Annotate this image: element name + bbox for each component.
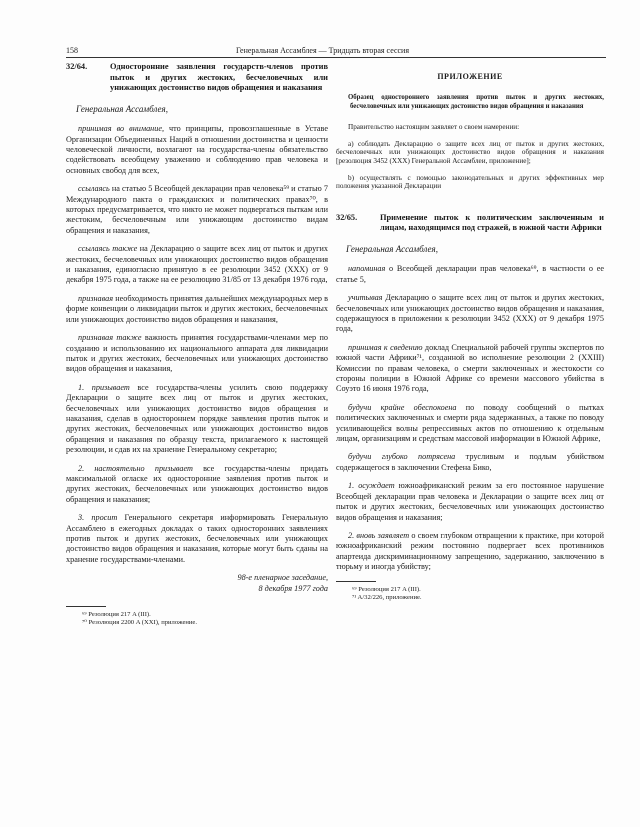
annex-paragraph: Правительство настоящим заявляет о своем намерении: xyxy=(348,123,520,132)
footnote-rule xyxy=(336,581,376,582)
preamble-paragraph: учитывая Декларацию о защите всех лиц от пыток и других жестоких, бесчеловечных или унижающих достоинство видов обращения и наказания, содержащуюся в приложении к резолюции 3452 (XXX) от 9 декабря 1975 года, xyxy=(336,293,604,334)
footnote-rule xyxy=(66,606,106,607)
running-title: Генеральная Ассамблея — Тридцать вторая сессия xyxy=(236,46,410,55)
annex-paragraph: b) осуществлять с помощью законодательных и других эффективных мер положения указанной Декларации xyxy=(336,173,604,191)
page-number: 158 xyxy=(66,46,78,55)
resolution-heading xyxy=(336,213,604,234)
operative-paragraph: 2. настоятельно призывает все государства-члены придать максимальной огласке их односторонние заявления против пыток и других жестоких, бесчеловечных или унижающих достоинство видов обращения и наказания; xyxy=(66,463,328,504)
resolution-heading xyxy=(66,62,328,94)
footnote: ⁶⁹ Резолюция 217 A (III). xyxy=(82,611,151,619)
preamble-paragraph: признавая необходимость принятия дальнейших международных мер в форме конвенции о ликвидации пыток и других жестоких, бесчеловечных или унижающих достоинство видов обращения и наказания, xyxy=(66,293,328,324)
operative-paragraph: 2. вновь заявляет о своем глубоком отвращении к практике, при которой южноафриканский режим постоянно подвергает всех противников апартеида дискриминационному запрещению, задержанию, заключению в тюрьму и иногда убийству; xyxy=(336,530,605,572)
preamble-paragraph: ссылаясь на статью 5 Всеобщей декларации прав человека⁵⁹ и статью 7 Международного пакта о гражданских и политических правах⁷⁰, в которых предусматривается, что никто не может подвергаться пыткам или жестоким, бесчеловечным или унижающим достоинство видам обращения и наказания, xyxy=(66,184,328,235)
preamble-paragraph: принимая к сведению доклад Специальной рабочей группы экспертов по южной части Африки⁷¹, созданной во исполнение резолюции 2 (XXIII) Комиссии по правам человека, о смерти заключенных и жестокости со стороны полиции в Южной Африке со времени массового убийства в Соуэто 16 июня 1976 года, xyxy=(336,342,604,394)
footnote: ⁶⁹ Резолюция 217 A (III). xyxy=(352,585,421,593)
annex-title: ПРИЛОЖЕНИЕ xyxy=(437,72,503,81)
operative-paragraph: 1. призывает все государства-члены усилить свою поддержку Декларации о защите всех лиц от пыток и других жестоких, бесчеловечных или унижающих достоинство видов обращения и наказания, сделав в одностороннем порядке заявления против пыток и других жестоких, бесчеловечных или унижающих достоинство видов обращения и наказания по образцу текста, прилагаемого к настоящей резолюции, и сдав их на хранение Генеральному секретарю; xyxy=(66,382,328,455)
preamble-paragraph: будучи крайне обеспокоена по поводу сообщений о пытках политических заключенных и смерти ряда задержанных, а также по поводу усиливающейся волны репрессивных актов по отношению к отдельным лицам, организациям и средствам массовой информации в Южной Африке, xyxy=(336,402,604,444)
operative-paragraph: 1. осуждает южноафриканский режим за его постоянное нарушение Всеобщей декларации прав человека и Декларации о защите всех лиц от пыток и других жестоких, бесчеловечных или унижающих достоинство видов обращения и наказания; xyxy=(336,481,604,522)
preamble-paragraph: напоминая о Всеобщей декларации прав человека⁶⁹, в частности о ее статье 5, xyxy=(336,264,604,284)
resolution-number: 32/64. xyxy=(66,62,88,71)
left-column xyxy=(66,62,328,627)
preamble-paragraph: признавая также важность принятия государствами-членами мер по созданию и использованию их национального аппарата для ликвидации пыток и других жестоких, бесчеловечных или унижающих достоинство видов обращения и наказания, xyxy=(66,333,328,374)
preamble-paragraph: принимая во внимание, что принципы, провозглашенные в Уставе Организации Объединенных Наций в отношении достоинства и ценности человеческой личности, возлагают на государства-члены обязательство содействовать всеобщему уважению и соблюдению прав человека и основных свобод для всех, xyxy=(66,124,328,175)
annex-subtitle: Образец одностороннего заявления против пыток и других жестоких, бесчеловечных или унижающих достоинство видов обращения и наказания xyxy=(348,94,604,110)
assembly-label: Генеральная Ассамблея, xyxy=(76,103,168,114)
preamble-paragraph: ссылаясь также на Декларацию о защите всех лиц от пыток и других жестоких, бесчеловечных или унижающих достоинство видов обращения и наказания, единогласно принятую в ее резолюции 3452 (XXX) от 9 декабря 1975 года, а также на ее резолюцию 31/85 от 13 декабря 1976 года, xyxy=(66,244,328,285)
operative-paragraph: 3. просит Генерального секретаря информировать Генеральную Ассамблею в ежегодных докладах о таких односторонних заявлениях против пыток и других жестоких, бесчеловечных или унижающих достоинство видов обращения и наказания, которые могут быть сданы на хранение государствами-членами. xyxy=(66,513,328,564)
page-header xyxy=(66,46,616,60)
meeting-signature: 98-е пленарное заседание, 8 декабря 1977 года xyxy=(237,573,328,593)
assembly-label: Генеральная Ассамблея, xyxy=(346,243,438,254)
footnote: ⁷¹ A/32/226, приложение. xyxy=(352,593,422,601)
right-column xyxy=(336,62,604,602)
annex-paragraph: а) соблюдать Декларацию о защите всех лиц от пыток и других жестоких, бесчеловечных или унижающих достоинство видов обращения и наказания [резолюция 3452 (XXX) Генеральной Ассамблеи, приложение]; xyxy=(336,139,604,165)
resolution-title: Применение пыток к политическим заключенным и лицам, находящимся под стражей, в южной части Африки xyxy=(380,212,604,233)
resolution-title: Односторонние заявления государств-членов против пыток и других жестоких, бесчеловечных или унижающих достоинство видов обращения и наказания xyxy=(110,62,328,93)
resolution-number: 32/65. xyxy=(336,212,358,222)
preamble-paragraph: будучи глубоко потрясена трусливым и подлым убийством содержащегося в заключении Стефена Бико, xyxy=(336,452,604,472)
footnote: ⁷⁰ Резолюция 2200 A (XXI), приложение. xyxy=(82,619,198,627)
header-rule xyxy=(66,57,606,58)
